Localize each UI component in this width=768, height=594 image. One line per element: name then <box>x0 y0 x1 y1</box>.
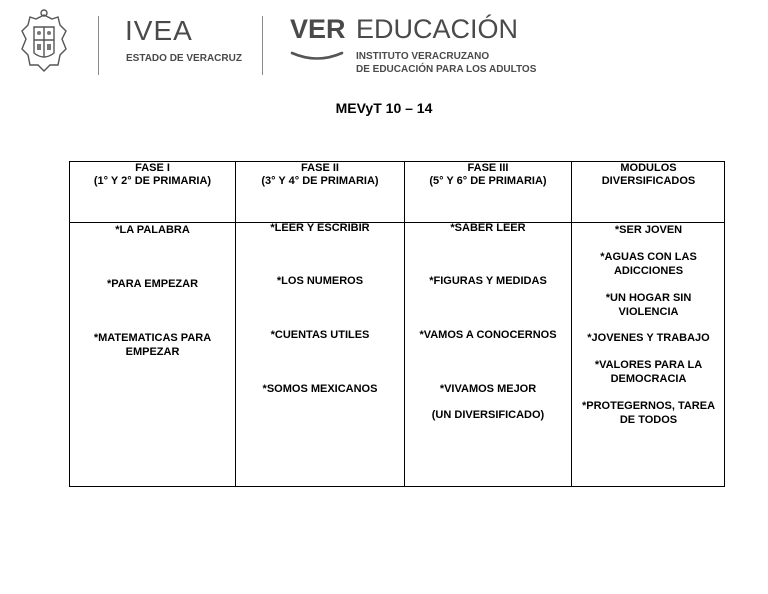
module-item: *LEER Y ESCRIBIR <box>270 222 370 234</box>
module-item: *VIVAMOS MEJOR <box>439 383 537 395</box>
header-modulos-diversificados <box>572 162 725 188</box>
header-fase-1 <box>70 162 235 188</box>
modules-table <box>69 161 725 487</box>
module-item: *LA PALABRA <box>115 224 190 236</box>
module-item: *SABER LEER <box>450 222 526 234</box>
module-item: *FIGURAS Y MEDIDAS <box>429 275 547 287</box>
module-item: *UN HOGAR SIN <box>605 292 692 304</box>
module-item-continuation: EMPEZAR <box>125 346 180 358</box>
header-fase-3 <box>405 162 571 188</box>
ivea-title: IVEA <box>125 15 193 46</box>
veracruz-seal-logo <box>16 9 72 75</box>
module-item: *CUENTAS UTILES <box>270 329 370 341</box>
header-line: FASE II <box>301 162 339 174</box>
module-item-note: (UN DIVERSIFICADO) <box>431 409 545 421</box>
module-item: *PARA EMPEZAR <box>106 278 199 290</box>
header-divider <box>262 16 263 75</box>
module-item: *SER JOVEN <box>614 224 683 236</box>
module-item: *PROTEGERNOS, TAREA <box>581 400 716 412</box>
institute-name-line2: DE EDUCACIÓN PARA LOS ADULTOS <box>356 64 537 75</box>
header-line: DIVERSIFICADOS <box>601 175 696 187</box>
module-item: *AGUAS CON LAS <box>600 251 697 263</box>
table-column-divider <box>235 162 236 486</box>
header-line: MODULOS <box>620 162 677 174</box>
ver-logo-word: VER <box>290 14 346 44</box>
module-item: *SOMOS MEXICANOS <box>262 383 378 395</box>
header-divider <box>98 16 99 75</box>
module-item-continuation: VIOLENCIA <box>618 306 679 318</box>
header-fase-2 <box>236 162 404 188</box>
header-line: (5° Y 6° DE PRIMARIA) <box>429 175 547 187</box>
header-line: (1° Y 2° DE PRIMARIA) <box>93 175 212 187</box>
module-item: *LOS NUMEROS <box>276 275 364 287</box>
table-column-divider <box>571 162 572 486</box>
header-line: FASE I <box>135 162 170 174</box>
ver-swoosh-icon <box>290 50 344 64</box>
module-item-continuation: DEMOCRACIA <box>610 373 687 385</box>
module-item: *MATEMATICAS PARA <box>93 332 212 344</box>
ivea-subtitle: ESTADO DE VERACRUZ <box>126 53 242 64</box>
header-line: (3° Y 4° DE PRIMARIA) <box>261 175 379 187</box>
header-line: FASE III <box>467 162 509 174</box>
institute-name-line1: INSTITUTO VERACRUZANO <box>356 51 490 62</box>
module-item: *VAMOS A CONOCERNOS <box>419 329 557 341</box>
module-item-continuation: DE TODOS <box>619 414 678 426</box>
module-item-continuation: ADICCIONES <box>613 265 684 277</box>
educacion-logo-word: EDUCACIÓN <box>356 14 519 44</box>
module-item: *JOVENES Y TRABAJO <box>587 332 710 344</box>
table-column-divider <box>404 162 405 486</box>
document-title: MEVyT 10 – 14 <box>335 100 433 116</box>
module-item: *VALORES PARA LA <box>594 359 703 371</box>
